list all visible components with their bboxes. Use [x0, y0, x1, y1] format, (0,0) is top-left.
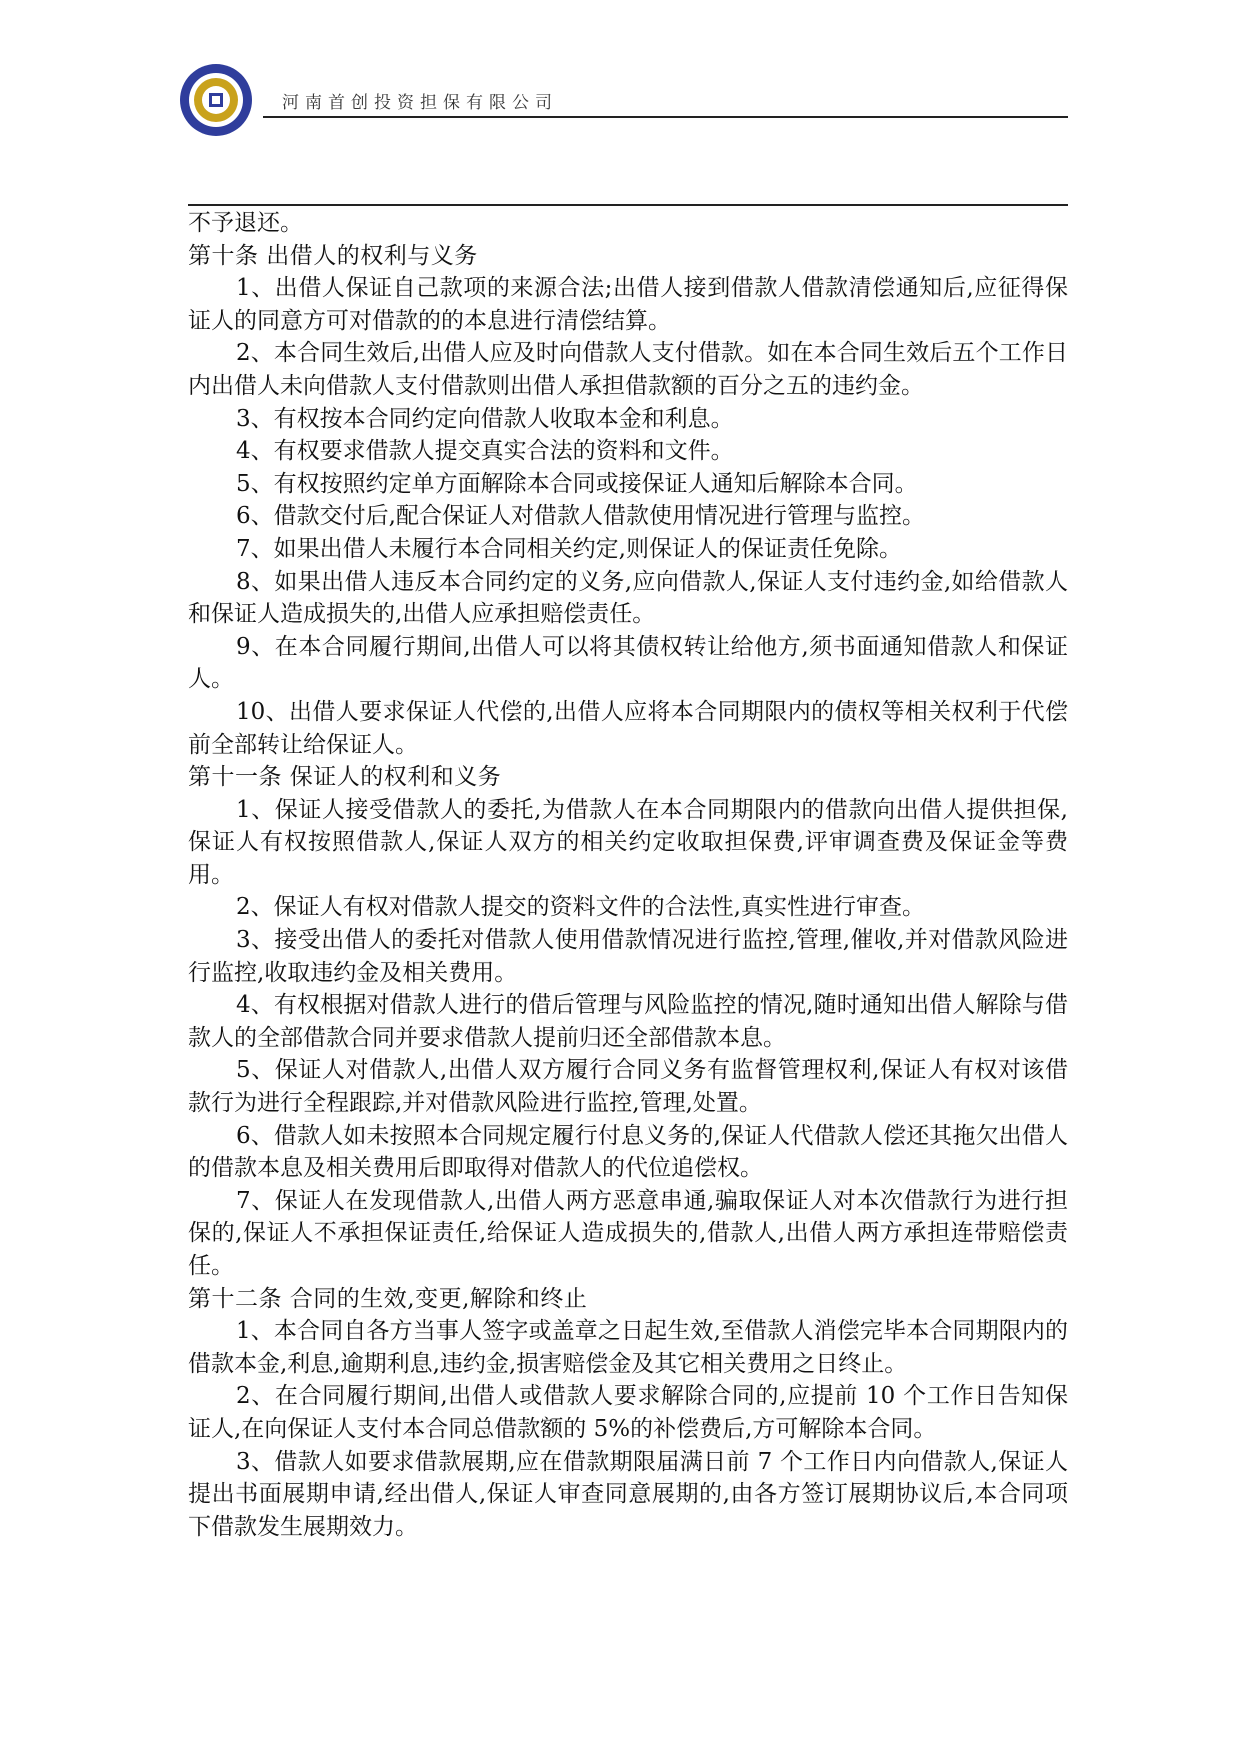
- article-11-clause-6: 6、借款人如未按照本合同规定履行付息义务的,保证人代借款人偿还其拖欠出借人的借款本息及相关费用后即取得对借款人的代位追偿权。: [188, 1122, 1068, 1182]
- article-10-clause-4: 4、有权要求借款人提交真实合法的资料和文件。: [236, 438, 734, 465]
- article-11-clause-4: 4、有权根据对借款人进行的借后管理与风险监控的情况,随时通知出借人解除与借款人的全部借款合同并要求借款人提前归还全部借款本息。: [188, 992, 1068, 1051]
- article-11-heading: 第十一条 保证人的权利和义务: [188, 764, 502, 791]
- article-10-clause-8: 8、如果出借人违反本合同约定的义务,应向借款人,保证人支付违约金,如给借款人和保证人造成损失的,出借人应承担赔偿责任。: [188, 568, 1068, 628]
- article-10-clause-6: 6、借款交付后,配合保证人对借款人借款使用情况进行管理与监控。: [236, 503, 925, 530]
- page-header: [178, 58, 1068, 148]
- article-12-clause-3: 3、借款人如要求借款展期,应在借款期限届满日前 7 个工作日内向借款人,保证人提出书面展期申请,经出借人,保证人审查同意展期的,由各方签订展期协议后,本合同项下借款发生展期效力。: [188, 1448, 1068, 1540]
- article-10-clause-7: 7、如果出借人未履行本合同相关约定,则保证人的保证责任免除。: [236, 535, 902, 562]
- article-12-clause-1: 1、本合同自各方当事人签字或盖章之日起生效,至借款人消偿完毕本合同期限内的借款本金,利息,逾期利息,违约金,损害赔偿金及其它相关费用之日终止。: [188, 1318, 1068, 1377]
- paragraph-continuation: 不予退还。: [188, 210, 303, 236]
- article-10-clause-1: 1、出借人保证自己款项的来源合法;出借人接到借款人借款清偿通知后,应征得保证人的同意方可对借款的的本息进行清偿结算。: [188, 275, 1068, 334]
- article-10-clause-3: 3、有权按本合同约定向借款人收取本金和利息。: [236, 405, 734, 432]
- article-10-clause-10: 10、出借人要求保证人代偿的,出借人应将本合同期限内的债权等相关权利于代偿前全部转让给保证人。: [188, 698, 1068, 758]
- article-12-clause-2: 2、在合同履行期间,出借人或借款人要求解除合同的,应提前 10 个工作日告知保证人,在向保证人支付本合同总借款额的 5%的补偿费后,方可解除本合同。: [188, 1383, 1068, 1442]
- article-11-clause-3: 3、接受出借人的委托对借款人使用借款情况进行监控,管理,催收,并对借款风险进行监控,收取违约金及相关费用。: [188, 927, 1068, 986]
- article-11-clause-2: 2、保证人有权对借款人提交的资料文件的合法性,真实性进行审查。: [236, 894, 925, 921]
- content-top-rule: [188, 204, 1068, 206]
- article-10-heading: 第十条 出借人的权利与义务: [188, 242, 478, 269]
- article-11-clause-7: 7、保证人在发现借款人,出借人两方恶意串通,骗取保证人对本次借款行为进行担保的,保证人不承担保证责任,给保证人造成损失的,借款人,出借人两方承担连带赔偿责任。: [188, 1187, 1068, 1279]
- article-11-clause-5: 5、保证人对借款人,出借人双方履行合同义务有监督管理权利,保证人有权对该借款行为进行全程跟踪,并对借款风险进行监控,管理,处置。: [188, 1057, 1068, 1117]
- article-12-heading: 第十二条 合同的生效,变更,解除和终止: [188, 1285, 588, 1312]
- article-10-clause-2: 2、本合同生效后,出借人应及时向借款人支付借款。如在本合同生效后五个工作日内出借人未向借款人支付借款则出借人承担借款额的百分之五的违约金。: [188, 340, 1068, 399]
- article-11-clause-1: 1、保证人接受借款人的委托,为借款人在本合同期限内的借款向出借人提供担保,保证人有权按照借款人,保证人双方的相关约定收取担保费,评审调查费及保证金等费用。: [188, 796, 1068, 888]
- document-body: [188, 207, 1068, 1543]
- header-rule: [263, 116, 1068, 118]
- article-10-clause-5: 5、有权按照约定单方面解除本合同或接保证人通知后解除本合同。: [236, 470, 918, 497]
- company-logo-ring-icon: [178, 62, 254, 138]
- article-10-clause-9: 9、在本合同履行期间,出借人可以将其债权转让给他方,须书面通知借款人和保证人。: [188, 633, 1068, 693]
- company-name: 河南首创投资担保有限公司: [282, 93, 558, 113]
